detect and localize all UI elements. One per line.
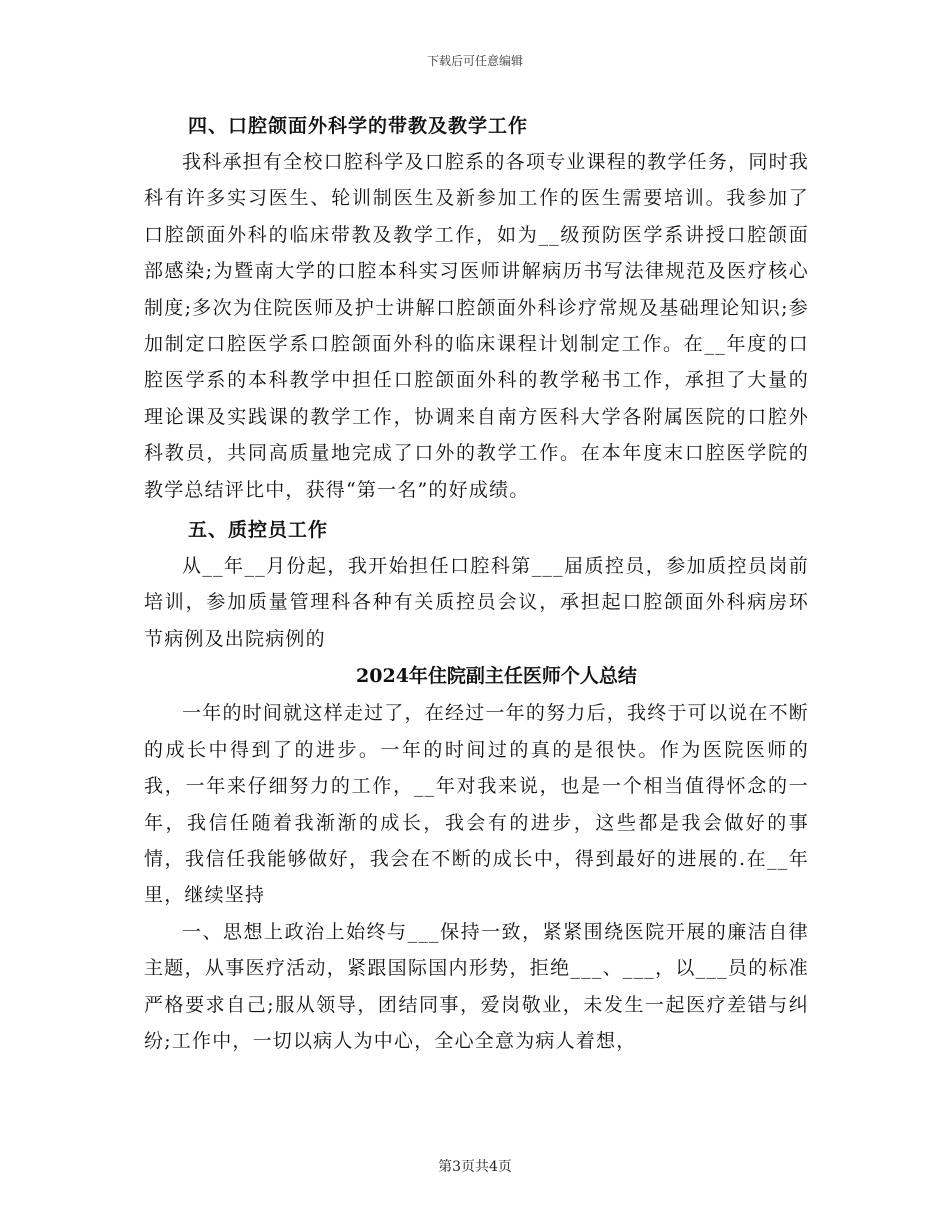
page-header-note: 下载后可任意编辑 [426,54,523,68]
document-title: 2024年住院副主任医师个人总结 [356,665,637,688]
section-4-heading: 四、口腔颌面外科学的带教及教学工作 [188,115,529,137]
section-5-paragraph: 从__年__月份起，我开始担任口腔科第___届质控员，参加质控员岗前培训，参加质量管理科各种有关质控员会议，承担起口腔颌面外科病房环节病例及出院病例的 [144,555,809,650]
summary-paragraph-1: 一年的时间就这样走过了，在经过一年的努力后，我终于可以说在不断的成长中得到了的进步。一年的时间过的真的是很快。作为医院医师的我，一年来仔细努力的工作，__年对我来说，也是一个相当值得怀念的一年，我信任随着我渐渐的成长，我会有的进步，这些都是我会做好的事情，我信任我能够做好，我会在不断的成长中，得到最好的进展的.在__年里，继续坚持 [144,702,809,907]
section-5-heading: 五、质控员工作 [188,519,329,542]
section-4-paragraph: 我科承担有全校口腔科学及口腔系的各项专业课程的教学任务，同时我科有许多实习医生、轮训制医生及新参加工作的医生需要培训。我参加了口腔颌面外科的临床带教及教学工作，如为__级预防医学系讲授口腔颌面部感染;为暨南大学的口腔本科实习医师讲解病历书写法律规范及医疗核心制度;多次为住院医师及护士讲解口腔颌面外科诊疗常规及基础理论知识;参加制定口腔医学系口腔颌面外科的临床课程计划制定工作。在__年度的口腔医学系的本科教学中担任口腔颌面外科的教学秘书工作，承担了大量的理论课及实践课的教学工作，协调来自南方医科大学各附属医院的口腔外科教员，共同高质量地完成了口外的教学工作。在本年度末口腔医学院的教学总结评比中，获得“第一名”的好成绩。 [144,151,809,501]
summary-paragraph-2: 一、思想上政治上始终与___保持一致，紧紧围绕医院开展的廉洁自律主题，从事医疗活动，紧跟国际国内形势，拒绝___、___，以___员的标准严格要求自己;服从领导，团结同事，爱岗敬业，未发生一起医疗差错与纠纷;工作中，一切以病人为中心，全心全意为病人着想， [144,920,809,1052]
page-number: 第3页共4页 [438,1159,512,1175]
document-body [144,108,809,1059]
